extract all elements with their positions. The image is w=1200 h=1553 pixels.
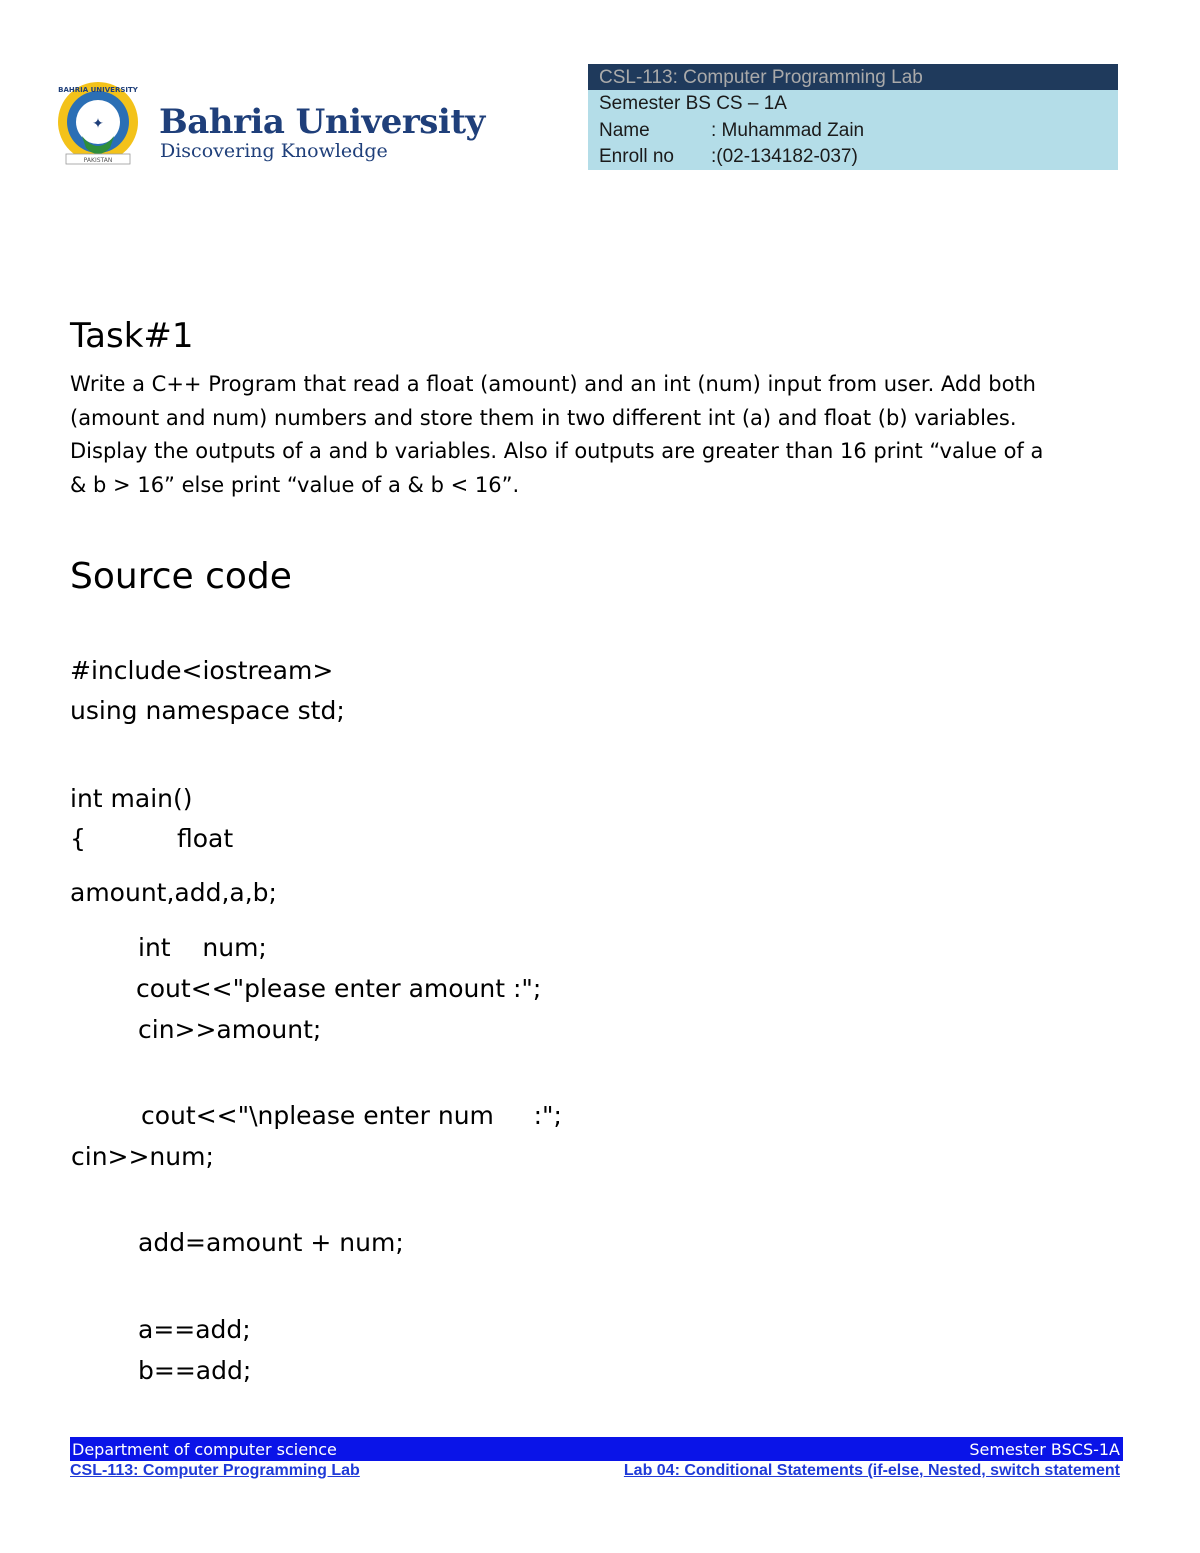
code-line: int main() (70, 784, 193, 813)
task-heading: Task#1 (70, 316, 194, 356)
university-emblem-icon (52, 78, 144, 170)
code-line: add=amount + num; (138, 1228, 404, 1257)
code-line: using namespace std; (70, 696, 345, 725)
code-line: #include<iostream> (70, 656, 334, 685)
code-line: float (177, 824, 234, 853)
enroll-value: :(02-134182-037) (711, 146, 858, 168)
footer-links (70, 1462, 1123, 1484)
name-row (599, 117, 1107, 144)
university-tagline: Discovering Knowledge (160, 140, 388, 162)
code-line: a==add; (138, 1315, 251, 1344)
name-value: : Muhammad Zain (711, 119, 865, 141)
code-line: cin>>num; (71, 1142, 214, 1171)
code-line: { (70, 824, 86, 853)
code-line: int num; (138, 933, 267, 962)
course-info-box (588, 64, 1118, 170)
svg-text:BAHRIA UNIVERSITY: BAHRIA UNIVERSITY (58, 86, 138, 94)
svg-text:PAKISTAN: PAKISTAN (83, 157, 113, 164)
footer-bar (70, 1437, 1123, 1461)
footer-lab-link[interactable]: Lab 04: Conditional Statements (if-else, Nested, switch statement (623, 1462, 1120, 1479)
code-line: cout<<"\nplease enter num :"; (141, 1101, 562, 1130)
student-info (588, 90, 1118, 170)
task-description: Write a C++ Program that read a float (amount) and an int (num) input from user. Add both (amount and num) numbers and store them in two different int (a) and float (b) variables. Display the outputs of a and b variables. Also if outputs are greater than 16 print “value of a & b > 16” else print “value of a & b < 16”. (70, 372, 1044, 497)
code-line: cin>>amount; (138, 1015, 322, 1044)
source-code-heading: Source code (70, 556, 292, 597)
course-title: CSL-113: Computer Programming Lab (588, 64, 1118, 90)
university-logo (52, 78, 485, 170)
name-label: Name (599, 119, 650, 141)
code-line: b==add; (138, 1356, 252, 1385)
enroll-label: Enroll no (599, 146, 674, 168)
enroll-row (599, 143, 1107, 170)
footer-department: Department of computer science (72, 1440, 337, 1459)
semester-row: Semester BS CS – 1A (599, 93, 787, 114)
code-line: cout<<"please enter amount :"; (136, 974, 542, 1003)
footer-course-link[interactable]: CSL-113: Computer Programming Lab (70, 1462, 360, 1479)
footer-semester: Semester BSCS-1A (969, 1440, 1120, 1459)
svg-text:✦: ✦ (92, 116, 104, 132)
university-name: Bahria University (159, 102, 485, 142)
code-line: amount,add,a,b; (70, 878, 277, 907)
